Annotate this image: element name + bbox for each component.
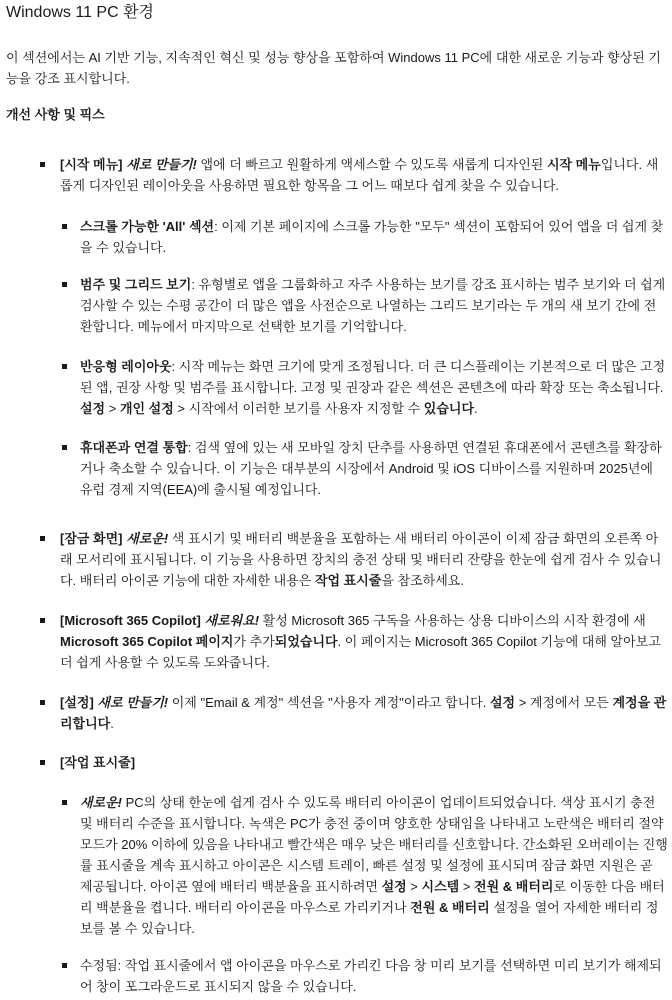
responsive-layout-item: 반응형 레이아웃: 시작 메뉴는 화면 크기에 맞게 조정됩니다. 더 큰 디스플레이는 기본적으로 더 많은 고정된 앱, 권장 사항 및 범주를 표시합니다. 고정 및 권장과 같은 섹션은 콘텐츠에 따라 확장 또는 축소됩니다. 설정 > 개인 설정 > 시작에서 이러한 보기를 사용자 지정할 수 있습니다. xyxy=(80,356,668,419)
bullet-icon xyxy=(40,700,45,705)
new-flag: 새로운! xyxy=(126,531,169,546)
bullet-icon xyxy=(62,224,67,229)
intro-paragraph: 이 섹션에서는 AI 기반 기능, 지속적인 혁신 및 성능 향상을 포함하여 Windows 11 PC에 대한 새로운 기능과 향상된 기능을 강조 표시합니다. xyxy=(6,50,661,86)
lock-screen-item: [잠금 화면] 새로운! 색 표시기 및 배터리 백분율을 포함하는 새 배터리 아이콘이 이제 잠금 화면의 오른쪽 아래 모서리에 표시됩니다. 이 기능을 사용하면 장치의 충전 상태 및 배터리 잔량을 한눈에 쉽게 검사 수 있습니다. 배터리 아이콘 기능에 대한 자세한 내용은 작업 표시줄을 참조하세요. xyxy=(60,528,668,591)
start-menu-item: [시작 메뉴] 새로 만들기! 앱에 더 빠르고 원활하게 액세스할 수 있도록 새롭게 디자인된 시작 메뉴입니다. 새롭게 디자인된 레이아웃을 사용하면 필요한 항목을 그 어느 때보다 쉽게 찾을 수 있습니다. xyxy=(60,154,668,196)
section-heading: 개선 사항 및 픽스 xyxy=(6,107,105,122)
item-tag: [Microsoft 365 Copilot] xyxy=(60,613,201,628)
new-flag: 새로 만들기! xyxy=(97,695,169,710)
page-title: Windows 11 PC 환경 xyxy=(6,4,154,21)
taskbar-item xyxy=(60,752,668,773)
bullet-icon xyxy=(62,282,67,287)
item-tag: [설정] xyxy=(60,695,94,710)
new-flag: 새로워요! xyxy=(204,613,260,628)
bullet-icon xyxy=(40,162,45,167)
item-tag: [시작 메뉴] xyxy=(60,157,123,172)
item-tag: [잠금 화면] xyxy=(60,531,123,546)
settings-item: [설정] 새로 만들기! 이제 "Email & 계정" 섹션을 "사용자 계정"이라고 합니다. 설정 > 계정에서 모든 계정을 관리합니다. xyxy=(60,692,668,734)
bullet-icon xyxy=(40,760,45,765)
bullet-icon xyxy=(62,445,67,450)
scrollable-all-section-item: 스크롤 가능한 'All' 섹션: 이제 기본 페이지에 스크롤 가능한 "모두" 섹션이 포함되어 있어 앱을 더 쉽게 찾을 수 있습니다. xyxy=(80,216,668,258)
fixed-item: 수정됨: 작업 표시줄에서 앱 아이콘을 마우스로 가리킨 다음 창 미리 보기를 선택하면 미리 보기가 해제되어 창이 포그라운드로 표시되지 않을 수 있습니다. xyxy=(80,955,668,997)
item-tag: [작업 표시줄] xyxy=(60,755,136,770)
bullet-icon xyxy=(62,364,67,369)
new-flag: 새로 만들기! xyxy=(126,157,197,172)
copilot-item: [Microsoft 365 Copilot] 새로워요! 활성 Microsoft 365 구독을 사용하는 상용 디바이스의 시작 환경에 새 Microsoft 365 Copilot 페이지가 추가되었습니다. 이 페이지는 Microsoft 365 Copilot 기능에 대해 알아보고 더 쉽게 사용할 수 있도록 도와줍니다. xyxy=(60,610,668,673)
bullet-icon xyxy=(40,536,45,541)
bullet-icon xyxy=(40,618,45,623)
bullet-icon xyxy=(62,800,67,805)
bullet-icon xyxy=(62,963,67,968)
new-flag: 새로운! xyxy=(80,795,123,810)
battery-icon-item: 새로운! PC의 상태 한눈에 쉽게 검사 수 있도록 배터리 아이콘이 업데이트되었습니다. 색상 표시기 충전 및 배터리 수준을 표시합니다. 녹색은 PC가 충전 중이며 양호한 상태임을 나타내고 노란색은 배터리 절약 모드가 20% 이하에 있음을 나타내고 빨간색은 매우 낮은 배터리를 신호합니다. 간소화된 오버레이는 진행률 표시줄을 계속 표시하고 아이콘은 시스템 트레이, 빠른 설정 및 설정에 표시되며 잠금 화면 지원은 곧 제공됩니다. 아이콘 옆에 배터리 백분율을 표시하려면 설정 > 시스템 > 전원 & 배터리로 이동한 다음 배터리 백분율을 켭니다. 배터리 아이콘을 마우스로 가리키거나 전원 & 배터리 설정을 열어 자세한 배터리 정보를 볼 수 있습니다. xyxy=(80,792,668,939)
category-grid-view-item: 범주 및 그리드 보기: 유형별로 앱을 그룹화하고 자주 사용하는 보기를 강조 표시하는 범주 보기와 더 쉽게 검사할 수 있는 수평 공간이 더 많은 앱을 사전순으로 나열하는 그리드 보기라는 두 개의 새 보기 간에 전환합니다. 메뉴에서 마지막으로 선택한 보기를 기억합니다. xyxy=(80,274,668,337)
phone-link-item: 휴대폰과 연결 통합: 검색 옆에 있는 새 모바일 장치 단추를 사용하면 연결된 휴대폰에서 콘텐츠를 확장하거나 축소할 수 있습니다. 이 기능은 대부분의 시장에서 Android 및 iOS 디바이스를 지원하며 2025년에 유럽 경제 지역(EEA)에 출시될 예정입니다. xyxy=(80,437,668,500)
